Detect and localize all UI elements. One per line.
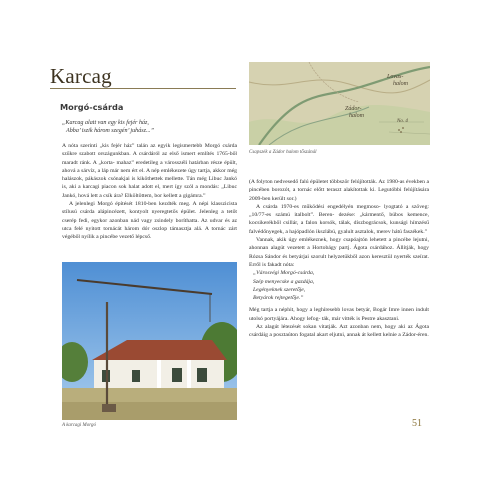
left-text-column [62,142,237,242]
map-caption: Csapszék a Zádor halom tőszánál [249,150,317,155]
paragraph: Vannak, akik úgy emlékeznek, hogy csapóajtón lehetett a pincébe lejutni, ahonnan alagút vezetett a Hortobágy partj. Ágota csárdához. Állítják, hogy Rózsa Sándor és betyárjai szorult helyzetükből azon keresztül nyerték szeírat. Erről is fakadt nóta: [249,237,430,268]
chapter-title: Karcag [50,64,112,88]
title-rule [50,88,236,89]
verse-line: „Városvégi Morgó-csárda, [253,270,315,277]
map-label-number: No. 4 [397,119,408,124]
paragraph: A jelenlegi Morgó építését 1810-ben kezdték meg. A népi klasszicista stílusú csárda alápincézett, kontyolt nyeregtetős épület. Jelenleg a tetőt cserép fedi, egykor azonban nád vagy zsindely boríthatta. Az udvar és az utca felé nyitott tornácát három dór oszlop támasztja alá. A tornác zárt végéből nyílik a pincébe vezető lépcső. [62,201,238,241]
paragraph: A nóta szerinti „kis fejér ház” talán az egyik legismertebb Morgó csárda szűkre szabott országunkban. A csárdáról az első ismert említés 1765-ből maradt ránk. A „korta- mahaz” eredetileg a városszéli határban része épült, ahová a sárvíz, a láp már nem ért el. A nép emlékezete úgy tartja, akkor még halászok, pákászok csónakjai is kiköthettek mellette. Tán még Libuc Jankó is, aki a karcagi piacon sok halat adott el, mert így szól a mondás: „Libuc Jankó, hová lett a csík ára? Elköltöttem, bor kellett a gigámra.” [62,143,238,199]
map-label-halom-2: halom [349,113,364,119]
verse-line: Legényeknek szeretője, [253,286,306,293]
photo-drawing [62,262,237,420]
right-text-column [249,178,429,340]
map-label-halom-1: halom [393,81,408,87]
historic-map [249,62,430,145]
map-label-lovas: Lovas- [387,74,404,80]
paragraph: Az alagút létezését sokan vitatják. Azt azonban nem, hogy aki az Ágota csárdáig a posztaúton fogatal akart eljutni, annak át kellett kelnie a Zádor-éren. [249,324,429,339]
verse-line: Szép menyecske a gazdája, [253,278,315,285]
inset-verse [249,269,429,302]
section-heading: Morgó-csárda [60,102,124,112]
page-number: 51 [412,418,422,429]
opening-verse [62,119,154,135]
verse-line: Abba’ iszik három szegén’ juhász...” [66,128,154,134]
paragraph: (A folyton nedvesedő falú épületet többször felújították. Az 1980-as években a pincében borozót, a tornác előtt teraszt alakítottak ki. Legutóbbi felújítására 2009-ben került sor.) [249,179,429,202]
paragraph: Még tartja a néphit, hogy a leghíresebb lovas betyár, Bogár Imre innen indult utolsó portyájára. Ahogy lefog- ták, már vitték is Pestre akasztani. [249,307,430,322]
verse-line: „Karcag alatt van egy kis fejér ház, [62,120,149,126]
map-drawing [249,62,430,145]
photo-caption: A karcagi Morgó [62,423,96,428]
verse-line: Betyárok rejtegetője.” [253,295,304,302]
csarda-photo [62,262,237,420]
map-label-zador: Zádor- [345,106,362,112]
paragraph: A csárda 1970-es működési engedélyén megmoso- lyogtató a szöveg: „10/77-es számú italbolt”. Beren- dezése: „kármentő, búbos kemence, kocsikerékből csillár, a falon korsók, tálak, díszbográcsok, kunsági hímzésű falvédőnyegek, a hajópadlón ikszlábú, gyalult asztalok, merev hátú faszékek.” [249,203,430,235]
